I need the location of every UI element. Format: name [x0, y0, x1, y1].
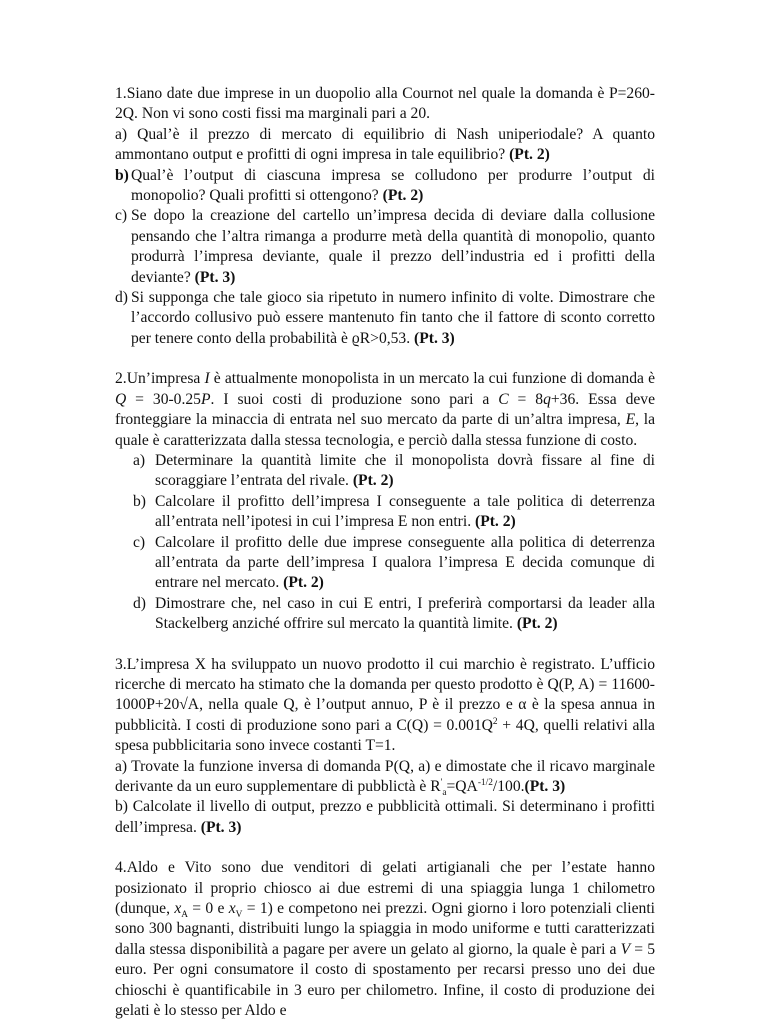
q1-d-points: (Pt. 3) [414, 329, 455, 347]
q2-intro-text: = 30-0.25 [126, 390, 201, 408]
q1-intro: 1.Siano date due imprese in un duopolio alla Cournot nel quale la domanda è P=260-2Q. Non vi sono costi fissi ma marginali pari a 20. [115, 85, 655, 123]
q2-b-text: Calcolare il profitto dell’impresa I conseguente a tale politica di deterrenza all’entrata nell’ipotesi in cui l’impresa E non entri. [155, 492, 655, 531]
q2-var-q: q [543, 390, 551, 408]
q4-text: = 5 euro. Per ogni consumatore il costo di spostamento per recarsi presso uno dei due chioschi è quantificabile in 3 euro per chilometro. Infine, il costo di produzione dei gelati è lo stesso per Aldo e [115, 940, 655, 1020]
q2-d-points: (Pt. 2) [516, 615, 558, 633]
q4-var-V: V [620, 940, 631, 958]
q1-c-text: Se dopo la creazione del cartello un’impresa decida di deviare dalla collusione pensando che l’altra rimanga a produrre metà della quantità di monopolio, quanto produrrà l’impresa deviante, quale il prezzo dell’industria ed i profitti della deviante? [131, 207, 655, 286]
q2-b-points: (Pt. 2) [475, 513, 516, 531]
q2-a-marker: a) [133, 451, 146, 469]
q2-item-a [115, 451, 655, 492]
q1-c-marker: c) [115, 207, 128, 225]
q2-d-text: Dimostrare che, nel caso in cui E entri, I preferirà comportarsi da leader alla Stackelberg anziché offrire sul mercato la quantità limite. [155, 594, 655, 633]
q2-c-marker: c) [133, 533, 146, 551]
q3-b-text: b) Calcolate il livello di output, prezzo e pubblicità ottimali. Si determinano i profitti dell’impresa. [115, 798, 655, 836]
q2-intro [115, 369, 655, 451]
q3-b-points: (Pt. 3) [200, 818, 242, 836]
q2-a-points: (Pt. 2) [352, 472, 394, 490]
q2-var-P: P [200, 390, 211, 408]
q2-intro-text: 2.Un’impresa [115, 370, 205, 388]
document-page [115, 84, 655, 1021]
q4-text: 4.Aldo e Vito sono due venditori di gelati artigianali che per l’estate hanno posizionato il proprio chiosco ai due estremi di una spiaggia lunga 1 chilometro (dunque, [115, 859, 655, 918]
q1-b-text: Qual’è l’output di ciascuna impresa se colludono per produrre l’output di monopolio? Quali profitti si ottengono? [131, 166, 655, 205]
q2-intro-text: , la quale è caratterizzata dalla stessa tecnologia, e perciò dalla stessa funzione di costo. [115, 411, 656, 449]
q4-var-x: x [174, 900, 182, 918]
q3-intro-text: 3.L’impresa X ha sviluppato un nuovo prodotto il cui marchio è registrato. L’ufficio ricerche di mercato ha stimato che la domanda per questo prodotto è Q(P, A) = 11600-1000P+20√A, nella quale Q, è l’output annuo, P è il prezzo e α è la spesa annua in pubblicità. I costi di produzione sono pari a C(Q) = 0.001Q [115, 655, 655, 734]
q2-item-b [115, 492, 655, 533]
q1-item-b [115, 166, 655, 207]
q1-item-c [115, 206, 655, 288]
q4-sub-A: A [181, 910, 188, 921]
q2-c-points: (Pt. 2) [283, 574, 324, 592]
q3-exponent: 2 [492, 716, 498, 727]
q1-b-points: (Pt. 2) [382, 187, 424, 205]
q2-intro-text: +36. Essa deve fronteggiare la minaccia di entrata nel suo mercato da parte di un’altra impresa, [115, 390, 656, 429]
q2-b-marker: b) [133, 492, 146, 510]
q3-a-text: =QA [446, 778, 478, 795]
q3-item-a [115, 757, 655, 798]
q1-b-marker: b) [115, 166, 129, 184]
q1-a-marker: a) [115, 125, 128, 143]
q1-c-points: (Pt. 3) [194, 268, 236, 286]
q2-var-I: I [204, 370, 210, 388]
q2-var-C: C [498, 390, 509, 408]
q1-a-text: Qual’è il prezzo di mercato di equilibrio di Nash uniperiodale? A quanto ammontano output e profitti di ogni impresa in tale equilibrio? [115, 125, 655, 164]
q3-a-exponent: -1/2 [477, 777, 493, 788]
q2-d-marker: d) [133, 594, 146, 612]
q4-var-x: x [228, 900, 236, 918]
q3-item-b [115, 797, 655, 838]
q3-a-prime: ' [440, 777, 443, 788]
q4-text: = 1) e competono nei prezzi. Ogni giorno i loro potenziali clienti sono 300 bagnanti, distribuiti lungo la spiaggia in modo uniforme e tutti caratterizzati dalla stessa disponibilità a pagare per avere un gelato al giorno, la quale è pari a [115, 900, 655, 958]
q4-text: = 0 e [188, 900, 229, 918]
q3-a-points: (Pt. 3) [524, 778, 566, 795]
q3-intro [115, 655, 655, 757]
q3-a-subscript: a [442, 788, 447, 799]
q2-var-E: E [625, 411, 636, 429]
q2-c-text: Calcolare il profitto delle due imprese conseguente alla politica di deterrenza all’entrata da parte dell’impresa I qualora l’impresa E decida comunque di entrare nel mercato. [155, 533, 655, 592]
q2-a-text: Determinare la quantità limite che il monopolista dovrà fissare al fine di scoraggiare l’entrata del rivale. [155, 451, 655, 490]
q4-intro [115, 858, 655, 1021]
q1-d-text: Si supponga che tale gioco sia ripetuto in numero infinito di volte. Dimostrare che l’accordo collusivo può essere mantenuto fin tanto che il fattore di sconto corretto per tenere conto della probabilità è ϱR>0,53. [131, 289, 655, 347]
q3-intro-text: + 4Q, quelli relativi alla spesa pubblicitaria sono invece costanti T=1. [115, 716, 655, 755]
q1-a-points: (Pt. 2) [509, 146, 550, 164]
q3-a-text: /100. [492, 778, 525, 795]
q4-sub-V: V [235, 910, 243, 921]
q1-d-marker: d) [115, 289, 128, 307]
q1-item-a [115, 125, 655, 166]
q2-item-c [115, 533, 655, 594]
q2-intro-text: è attualmente monopolista in un mercato la cui funzione di domanda è [209, 370, 655, 388]
q1-item-d [115, 288, 655, 349]
q2-intro-text: = 8 [508, 390, 544, 408]
q2-intro-text: . I suoi costi di produzione sono pari a [210, 390, 499, 408]
q2-item-d [115, 594, 655, 635]
q2-var-Q: Q [115, 390, 127, 408]
q3-a-text: a) Trovate la funzione inversa di domanda P(Q, a) e dimostate che il ricavo marginale derivante da un euro supplementare di pubblictà è R [115, 757, 655, 795]
